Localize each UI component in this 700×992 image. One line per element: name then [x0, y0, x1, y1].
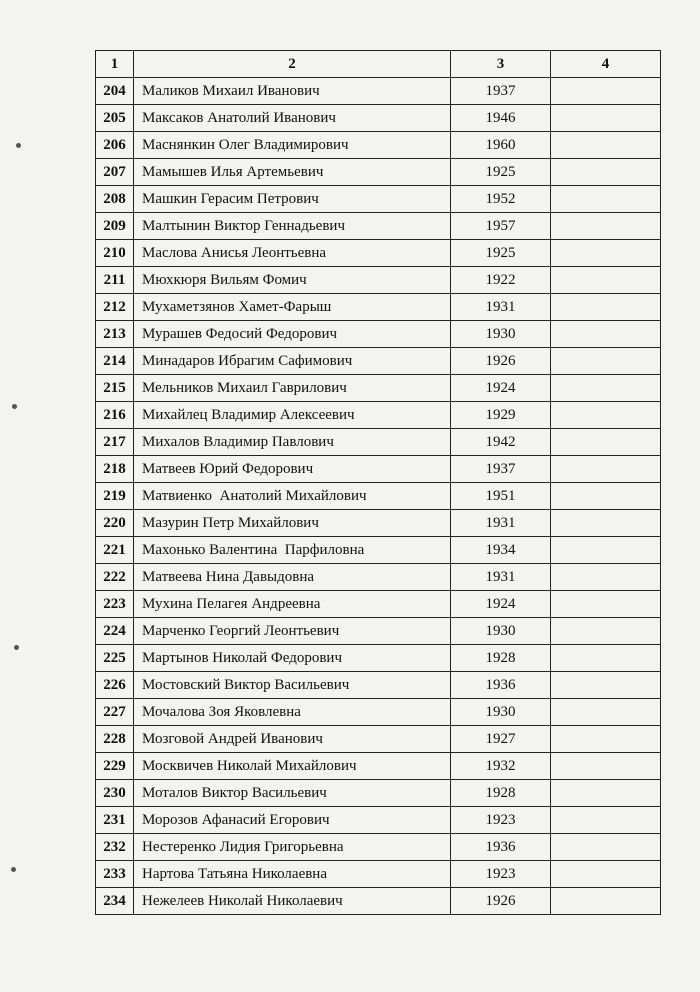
note-cell	[551, 753, 661, 780]
row-number-cell: 220	[96, 510, 134, 537]
birth-year-cell: 1931	[451, 510, 551, 537]
note-cell	[551, 861, 661, 888]
table-row	[96, 780, 661, 807]
row-number-cell: 205	[96, 105, 134, 132]
row-number-cell: 209	[96, 213, 134, 240]
punch-hole-mark	[11, 867, 16, 872]
row-number-cell: 206	[96, 132, 134, 159]
person-name-cell: Максаков Анатолий Иванович	[134, 105, 451, 132]
table-row	[96, 294, 661, 321]
note-cell	[551, 456, 661, 483]
person-name-cell: Морозов Афанасий Егорович	[134, 807, 451, 834]
table-row	[96, 132, 661, 159]
row-number-cell: 219	[96, 483, 134, 510]
person-name-cell: Матвеева Нина Давыдовна	[134, 564, 451, 591]
row-number-cell: 234	[96, 888, 134, 915]
birth-year-cell: 1934	[451, 537, 551, 564]
table-row	[96, 672, 661, 699]
note-cell	[551, 564, 661, 591]
table-row	[96, 429, 661, 456]
person-name-cell: Михайлец Владимир Алексеевич	[134, 402, 451, 429]
birth-year-cell: 1924	[451, 375, 551, 402]
row-number-cell: 221	[96, 537, 134, 564]
note-cell	[551, 672, 661, 699]
note-cell	[551, 105, 661, 132]
note-cell	[551, 591, 661, 618]
note-cell	[551, 834, 661, 861]
column-header-year: 3	[451, 51, 551, 78]
person-name-cell: Мочалова Зоя Яковлевна	[134, 699, 451, 726]
note-cell	[551, 780, 661, 807]
row-number-cell: 216	[96, 402, 134, 429]
row-number-cell: 210	[96, 240, 134, 267]
person-name-cell: Матвеев Юрий Федорович	[134, 456, 451, 483]
birth-year-cell: 1937	[451, 456, 551, 483]
birth-year-cell: 1924	[451, 591, 551, 618]
row-number-cell: 229	[96, 753, 134, 780]
row-number-cell: 214	[96, 348, 134, 375]
birth-year-cell: 1942	[451, 429, 551, 456]
person-name-cell: Мазурин Петр Михайлович	[134, 510, 451, 537]
row-number-cell: 218	[96, 456, 134, 483]
person-name-cell: Нестеренко Лидия Григорьевна	[134, 834, 451, 861]
table-row	[96, 699, 661, 726]
note-cell	[551, 402, 661, 429]
note-cell	[551, 537, 661, 564]
table-row	[96, 726, 661, 753]
row-number-cell: 215	[96, 375, 134, 402]
note-cell	[551, 375, 661, 402]
table-row	[96, 645, 661, 672]
table-row	[96, 375, 661, 402]
person-name-cell: Мозговой Андрей Иванович	[134, 726, 451, 753]
note-cell	[551, 807, 661, 834]
person-name-cell: Михалов Владимир Павлович	[134, 429, 451, 456]
birth-year-cell: 1923	[451, 807, 551, 834]
table-row	[96, 564, 661, 591]
person-name-cell: Махонько Валентина Парфиловна	[134, 537, 451, 564]
table-row	[96, 78, 661, 105]
header-row	[96, 51, 661, 78]
punch-hole-mark	[16, 143, 21, 148]
table-row	[96, 456, 661, 483]
birth-year-cell: 1922	[451, 267, 551, 294]
note-cell	[551, 618, 661, 645]
person-name-cell: Минадаров Ибрагим Сафимович	[134, 348, 451, 375]
table-row	[96, 618, 661, 645]
note-cell	[551, 159, 661, 186]
person-name-cell: Мельников Михаил Гаврилович	[134, 375, 451, 402]
person-name-cell: Мостовский Виктор Васильевич	[134, 672, 451, 699]
birth-year-cell: 1928	[451, 645, 551, 672]
birth-year-cell: 1932	[451, 753, 551, 780]
table-row	[96, 186, 661, 213]
birth-year-cell: 1928	[451, 780, 551, 807]
birth-year-cell: 1923	[451, 861, 551, 888]
person-name-cell: Мурашев Федосий Федорович	[134, 321, 451, 348]
row-number-cell: 228	[96, 726, 134, 753]
register-table	[95, 50, 661, 915]
birth-year-cell: 1952	[451, 186, 551, 213]
person-name-cell: Москвичев Николай Михайлович	[134, 753, 451, 780]
row-number-cell: 233	[96, 861, 134, 888]
birth-year-cell: 1926	[451, 888, 551, 915]
table-row	[96, 807, 661, 834]
person-name-cell: Мартынов Николай Федорович	[134, 645, 451, 672]
note-cell	[551, 645, 661, 672]
table-row	[96, 159, 661, 186]
table-row	[96, 240, 661, 267]
person-name-cell: Машкин Герасим Петрович	[134, 186, 451, 213]
table-row	[96, 213, 661, 240]
birth-year-cell: 1937	[451, 78, 551, 105]
note-cell	[551, 348, 661, 375]
row-number-cell: 213	[96, 321, 134, 348]
row-number-cell: 224	[96, 618, 134, 645]
row-number-cell: 211	[96, 267, 134, 294]
table-row	[96, 321, 661, 348]
birth-year-cell: 1946	[451, 105, 551, 132]
row-number-cell: 230	[96, 780, 134, 807]
table-row	[96, 591, 661, 618]
table-row	[96, 753, 661, 780]
note-cell	[551, 726, 661, 753]
column-header-number: 1	[96, 51, 134, 78]
row-number-cell: 227	[96, 699, 134, 726]
note-cell	[551, 510, 661, 537]
birth-year-cell: 1930	[451, 618, 551, 645]
birth-year-cell: 1925	[451, 240, 551, 267]
row-number-cell: 225	[96, 645, 134, 672]
note-cell	[551, 294, 661, 321]
table-row	[96, 888, 661, 915]
note-cell	[551, 321, 661, 348]
note-cell	[551, 186, 661, 213]
table-row	[96, 267, 661, 294]
birth-year-cell: 1927	[451, 726, 551, 753]
birth-year-cell: 1930	[451, 699, 551, 726]
person-name-cell: Нежелеев Николай Николаевич	[134, 888, 451, 915]
birth-year-cell: 1936	[451, 672, 551, 699]
column-header-name: 2	[134, 51, 451, 78]
birth-year-cell: 1936	[451, 834, 551, 861]
birth-year-cell: 1930	[451, 321, 551, 348]
note-cell	[551, 267, 661, 294]
person-name-cell: Мюхкюря Вильям Фомич	[134, 267, 451, 294]
row-number-cell: 223	[96, 591, 134, 618]
row-number-cell: 231	[96, 807, 134, 834]
column-header-note: 4	[551, 51, 661, 78]
row-number-cell: 226	[96, 672, 134, 699]
table-row	[96, 834, 661, 861]
birth-year-cell: 1931	[451, 294, 551, 321]
note-cell	[551, 213, 661, 240]
table-row	[96, 483, 661, 510]
row-number-cell: 204	[96, 78, 134, 105]
row-number-cell: 222	[96, 564, 134, 591]
person-name-cell: Маликов Михаил Иванович	[134, 78, 451, 105]
table-row	[96, 537, 661, 564]
table-row	[96, 105, 661, 132]
person-name-cell: Мухаметзянов Хамет-Фарыш	[134, 294, 451, 321]
table-row	[96, 510, 661, 537]
note-cell	[551, 429, 661, 456]
row-number-cell: 212	[96, 294, 134, 321]
note-cell	[551, 240, 661, 267]
birth-year-cell: 1957	[451, 213, 551, 240]
person-name-cell: Матвиенко Анатолий Михайлович	[134, 483, 451, 510]
row-number-cell: 232	[96, 834, 134, 861]
row-number-cell: 208	[96, 186, 134, 213]
note-cell	[551, 78, 661, 105]
row-number-cell: 217	[96, 429, 134, 456]
person-name-cell: Маснянкин Олег Владимирович	[134, 132, 451, 159]
row-number-cell: 207	[96, 159, 134, 186]
table-row	[96, 861, 661, 888]
person-name-cell: Марченко Георгий Леонтьевич	[134, 618, 451, 645]
punch-hole-mark	[14, 645, 19, 650]
note-cell	[551, 483, 661, 510]
birth-year-cell: 1929	[451, 402, 551, 429]
note-cell	[551, 888, 661, 915]
person-name-cell: Моталов Виктор Васильевич	[134, 780, 451, 807]
birth-year-cell: 1926	[451, 348, 551, 375]
person-name-cell: Мамышев Илья Артемьевич	[134, 159, 451, 186]
table-row	[96, 348, 661, 375]
person-name-cell: Мухина Пелагея Андреевна	[134, 591, 451, 618]
table-body	[96, 78, 661, 915]
birth-year-cell: 1925	[451, 159, 551, 186]
birth-year-cell: 1931	[451, 564, 551, 591]
person-name-cell: Малтынин Виктор Геннадьевич	[134, 213, 451, 240]
note-cell	[551, 699, 661, 726]
punch-hole-mark	[12, 404, 17, 409]
person-name-cell: Нартова Татьяна Николаевна	[134, 861, 451, 888]
birth-year-cell: 1951	[451, 483, 551, 510]
table-row	[96, 402, 661, 429]
person-name-cell: Маслова Анисья Леонтьевна	[134, 240, 451, 267]
note-cell	[551, 132, 661, 159]
birth-year-cell: 1960	[451, 132, 551, 159]
